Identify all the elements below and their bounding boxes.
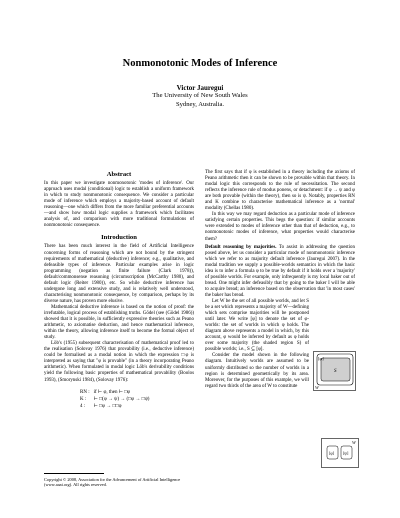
phi-label: [φ] xyxy=(318,356,324,361)
psi-label: [ψ] xyxy=(343,450,349,456)
axiom-row xyxy=(78,389,151,396)
paragraph-text: To assist in addressing the question posed above, let us consider a particular mode of nonmonotonic inference which we refer to as majority default inference (Jauregui 2007). In the modal tradition we supply a possible-worlds semantics in which the basic idea is to infer a formula φ to be true by default if it holds over a 'majority' of possible worlds. For example, only infrequently is my local baker out of bread. One might infer defeasibly that by going to the baker I will be able to acquire bread; an inference based on the observation that 'in most cases' the baker has bread. xyxy=(205,244,355,298)
introduction-heading: Introduction xyxy=(101,234,137,242)
majority-diagram xyxy=(313,351,356,391)
axiom-label: K : xyxy=(80,396,87,402)
body-paragraph: The first says that if φ is established in a theory including the axioms of Peano arithmetic then it can be shown to be provable within that theory. In modal logic this corresponds to the rule of necessitation. The second reflects the inference rule of modus ponens, or detachment: if φ → ψ and φ are both provable (within the theory), then so is ψ. Notably, properties RN and K combine to characterise mathematical inference as a 'normal' modality (Chellas 1980). xyxy=(205,170,355,212)
axiom-formula: ⊢ □(φ → ψ) → (□φ → □ψ) xyxy=(93,396,150,402)
copyright-text: Copyright © 2008, Association for the Advancement of Artificial Intelligence (www.aaai.org). All rights reserved. xyxy=(44,477,181,488)
left-column xyxy=(44,170,194,414)
copyright-footnote xyxy=(44,473,194,488)
axiom-row xyxy=(78,403,151,410)
axiom-formula: if ⊢ φ, then ⊢ □φ xyxy=(93,389,131,395)
modal-axioms xyxy=(44,389,194,410)
phi-label: [φ] xyxy=(329,450,335,456)
s-label: S xyxy=(334,369,337,374)
footnote-rule xyxy=(44,473,104,474)
author-block xyxy=(0,84,400,109)
paper-title: Nonmonotonic Modes of Inference xyxy=(122,58,278,69)
body-paragraph: In this way we may regard deduction as a particular mode of inference satisfying certain properties. This begs the question: if similar accounts were extended to modes of inference other than that of deduction, e.g., to nonmonotonic modes of inference, what properties would characterise them? xyxy=(205,212,355,242)
w-label: W xyxy=(315,385,319,390)
body-paragraph xyxy=(205,245,355,299)
intro-paragraph: Mathematical deductive inference is based on the notion of proof: the irrefutable, logical process of establishing truths. Gödel (see (Gödel 1986)) showed that it is possible, in sufficiently expressive theories such as Peano arithmetic, to axiomatise deduction, and hence mathematical inference, within the theory, allowing inference itself to become the formal object of study. xyxy=(44,304,194,341)
two-sets-diagram xyxy=(321,438,359,468)
axiom-row xyxy=(78,396,151,403)
abstract-heading: Abstract xyxy=(106,171,132,178)
axiom-formula: ⊢ □φ → □□φ xyxy=(93,403,122,409)
body-paragraph: Let W be the set of all possible worlds, and let S be a set which represents a majority of W—defining which sets comprise majorities will be postponed until later. We write [φ] to denote the set of φ-worlds: the set of worlds in which φ holds. The diagram above represents a model in which, by this account, φ would be inferred by default as φ holds over some majority (the shaded region S) of possible worlds; i.e., S ⊆ [φ]. xyxy=(205,298,309,353)
axiom-label: RN : xyxy=(80,389,90,395)
intro-paragraph: There has been much interest in the field of Artificial Intelligence concerning forms of reasoning which are not bound by the stringent requirements of mathematical (deductive) inference; e.g., qualitative, and defeasible types of inference. Particular examples arise in logic programming (negation as finite failure (Clark 1978)), default/commonsense reasoning (circumscription (McCarthy 1980), and default logic (Reiter 1980)), etc. So while deductive inference has undergone long and extensive study, and is relatively well understood, characterising nonmonotonic consequence, by comparison, perhaps by its diverse nature, has proven more elusive. xyxy=(44,244,194,304)
abstract-text: In this paper we investigate nonmonotonic 'modes of inference'. Our approach uses modal (conditional) logic to establish a uniform framework in which to study nonmonotonic consequence. We consider a particular mode of inference which employs a majority-based account of default reasoning—one which differs from the more familiar preferential accounts—and show how modal logic supplies a framework which facilitates analysis of, and comparison with more traditional formulations of nonmonotonic consequence. xyxy=(44,181,194,229)
author-name: Victor Jauregui xyxy=(176,84,224,92)
author-location: Sydney, Australia. xyxy=(175,100,225,108)
paragraph-lead: Default reasoning by majorities. xyxy=(205,244,277,250)
w-label: W xyxy=(352,440,356,445)
body-paragraph: Consider the model shown in the following diagram. Intuitively worlds are assumed to be uniformly distributed so the number of worlds in a region is determined geometrically by its area. Moreover, for the purposes of this example, we will regard two thirds of the area of W to constitute xyxy=(205,353,309,389)
author-affiliation: The University of New South Wales xyxy=(152,92,248,100)
intro-paragraph: Löb's (1955) subsequent characterisation of mathematical proof led to the realisation (Solovay 1976) that provability (i.e., deductive inference) could be formalised as a modal notion in which the expression □φ is interpreted as saying that "φ is provable" (in a theory incorporating Peano arithmetic). When formulated in modal logic Löb's derivability conditions yield the following basic properties of mathematical provability (Boolos 1993), (Smorynski 1984), (Solovay 1976): xyxy=(44,341,194,383)
axiom-label: 4 : xyxy=(80,403,86,409)
